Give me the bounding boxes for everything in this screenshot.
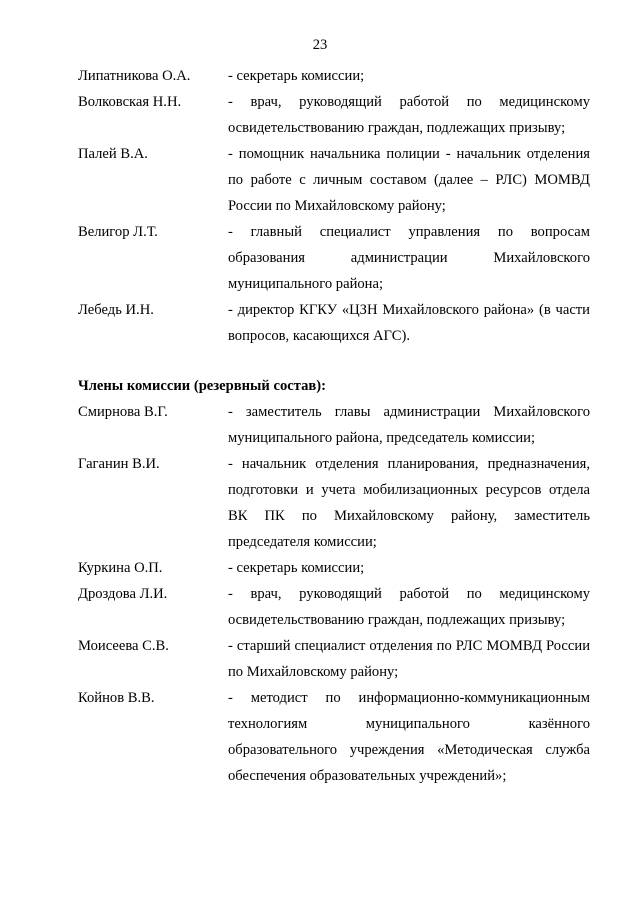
- member-name: Смирнова В.Г.: [78, 404, 168, 420]
- member-name: Липатникова О.А.: [78, 68, 191, 84]
- member-role: - врач, руководящий работой по медицинскому освидетельствованию граждан, подлежащих призыву;: [228, 586, 590, 628]
- member-entry: [78, 63, 590, 89]
- reserve-section-heading: Члены комиссии (резервный состав):: [78, 378, 326, 394]
- member-role: - помощник начальника полиции - начальник отделения по работе с личным составом (далее – РЛС) МОМВД России по Михайловскому району;: [228, 146, 590, 214]
- reserve-member-entry: [78, 555, 590, 581]
- member-role: - секретарь комиссии;: [228, 560, 365, 576]
- member-name: Волковская Н.Н.: [78, 94, 182, 110]
- member-name: Лебедь И.Н.: [78, 302, 154, 318]
- member-name: Гаганин В.И.: [78, 456, 160, 472]
- member-name: Дроздова Л.И.: [78, 586, 168, 602]
- member-role: - начальник отделения планирования, предназначения, подготовки и учета мобилизационных ресурсов отдела ВК ПК по Михайловскому району, заместитель председателя комиссии;: [228, 456, 590, 550]
- member-name: Палей В.А.: [78, 146, 148, 162]
- member-role: - врач, руководящий работой по медицинскому освидетельствованию граждан, подлежащих призыву;: [228, 94, 590, 136]
- member-role: - секретарь комиссии;: [228, 68, 365, 84]
- commission-list: [78, 63, 590, 789]
- reserve-member-entry: [78, 399, 590, 451]
- member-name: Велигор Л.Т.: [78, 224, 158, 240]
- member-role: - директор КГКУ «ЦЗН Михайловского района» (в части вопросов, касающихся АГС).: [228, 302, 590, 344]
- member-entry: [78, 89, 590, 141]
- reserve-member-entry: [78, 633, 590, 685]
- member-role: - методист по информационно-коммуникационным технологиям муниципального казённого образовательного учреждения «Методическая служба обеспечения образовательных учреждений»;: [228, 690, 590, 784]
- member-name: Куркина О.П.: [78, 560, 163, 576]
- member-name: Койнов В.В.: [78, 690, 155, 706]
- member-entry: [78, 297, 590, 349]
- member-role: - главный специалист управления по вопросам образования администрации Михайловского муниципального района;: [228, 224, 590, 292]
- member-name: Моисеева С.В.: [78, 638, 169, 654]
- reserve-member-entry: [78, 685, 590, 789]
- member-entry: [78, 219, 590, 297]
- member-entry: [78, 141, 590, 219]
- page-number: 23: [312, 37, 328, 53]
- member-role: - заместитель главы администрации Михайловского муниципального района, председатель комиссии;: [228, 404, 590, 446]
- reserve-member-entry: [78, 581, 590, 633]
- member-role: - старший специалист отделения по РЛС МОМВД России по Михайловскому району;: [228, 638, 590, 680]
- reserve-member-entry: [78, 451, 590, 555]
